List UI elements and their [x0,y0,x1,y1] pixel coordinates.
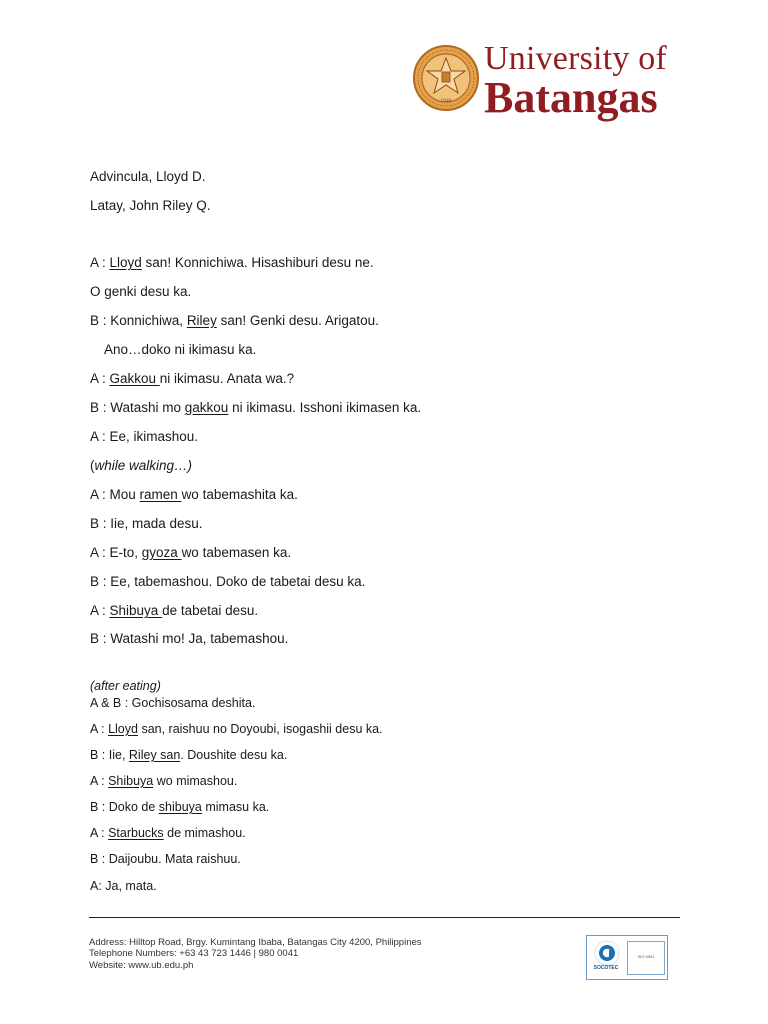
dialogue-line: B : Iie, Riley san. Doushite desu ka. [90,748,288,762]
dialogue-line: A : Starbucks de mimashou. [90,826,246,840]
svg-text:1946: 1946 [440,98,452,104]
author-name-1: Advincula, Lloyd D. [90,169,206,184]
university-logo [412,40,692,128]
dialogue-line: B : Iie, mada desu. [90,516,203,531]
dialogue-line: A : Mou ramen wo tabemashita ka. [90,487,298,502]
institution-name-line2: Batangas [484,73,658,122]
dialogue-line: A: Ja, mata. [90,879,157,893]
stage-direction: (after eating) [90,679,161,693]
stage-direction: (while walking…) [90,458,193,473]
dialogue-line: B : Doko de shibuya mimasu ka. [90,800,270,814]
dialogue-line: A : Gakkou ni ikimasu. Anata wa.? [90,371,295,386]
dialogue-line: A : Shibuya wo mimashou. [90,774,238,788]
dialogue-line: B : Daijoubu. Mata raishuu. [90,852,241,866]
author-name-2: Latay, John Riley Q. [90,198,211,213]
dialogue-line: A : Lloyd san, raishuu no Doyoubi, isogashii desu ka. [90,722,383,736]
cert-brand-label: SOCOTEC [593,965,619,971]
dialogue-line: A : Shibuya de tabetai desu. [90,603,259,618]
footer-divider [89,917,680,918]
dialogue-line: B : Konnichiwa, Riley san! Genki desu. Arigatou. [90,313,379,328]
dialogue-line: B : Ee, tabemashou. Doko de tabetai desu ka. [90,574,366,589]
certification-badge [586,935,668,980]
footer-website[interactable]: Website: www.ub.edu.ph [89,960,194,971]
dialogue-line: A : Ee, ikimashou. [90,429,199,444]
dialogue-line: B : Watashi mo gakkou ni ikimasu. Isshoni ikimasen ka. [90,400,422,415]
institution-name-line1: University of [484,40,667,77]
dialogue-line: Ano…doko ni ikimasu ka. [104,342,257,357]
dialogue-line: B : Watashi mo! Ja, tabemashou. [90,631,289,646]
university-seal-icon [412,44,480,112]
dialogue-line: A : Lloyd san! Konnichiwa. Hisashiburi desu ne. [90,255,374,270]
dialogue-line: A : E-to, gyoza wo tabemasen ka. [90,545,292,560]
cert-box [627,941,665,975]
cert-standard-label: ISO 9001 [637,954,655,959]
footer-address: Address: Hilltop Road, Brgy. Kumintang Ibaba, Batangas City 4200, Philippines [89,937,422,948]
dialogue-line: O genki desu ka. [90,284,192,299]
footer-telephone: Telephone Numbers: +63 43 723 1446 | 980 0041 [89,948,299,959]
dialogue-line: A & B : Gochisosama deshita. [90,696,256,710]
